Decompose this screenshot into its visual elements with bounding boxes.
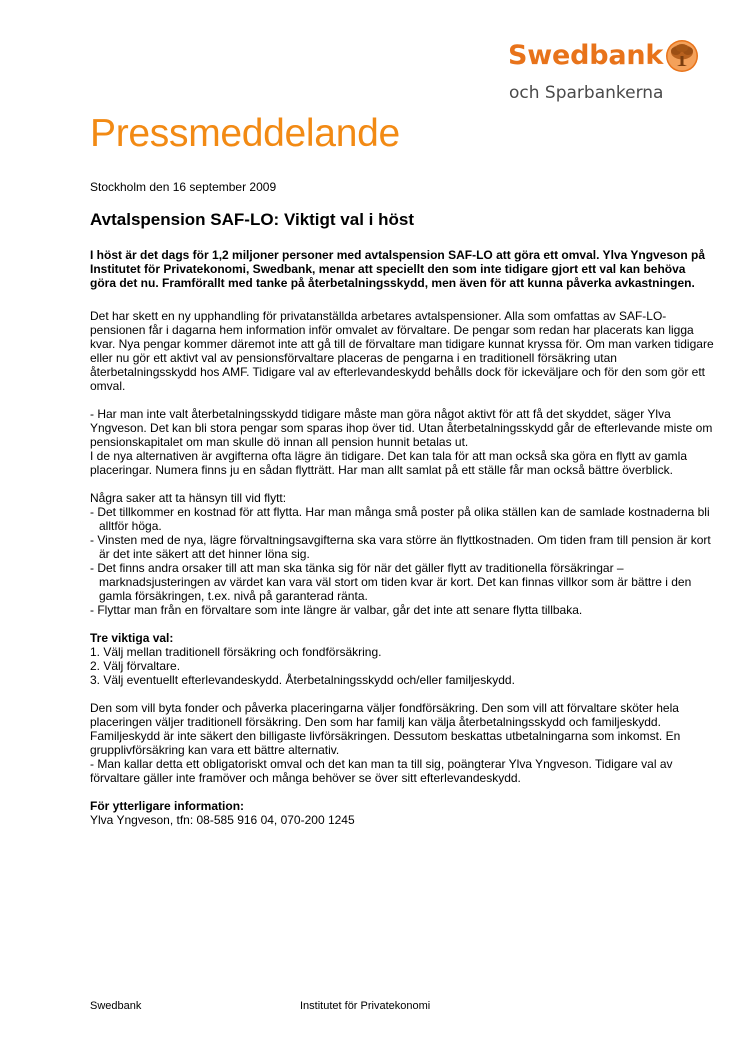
list-item: 1. Välj mellan traditionell försäkring och fondförsäkring. bbox=[90, 645, 382, 659]
page-title: Pressmeddelande bbox=[90, 112, 400, 155]
brand-name: Swedbank bbox=[508, 40, 664, 71]
brand-subline: och Sparbankerna bbox=[509, 83, 664, 103]
choices-heading: Tre viktiga val: bbox=[90, 631, 174, 645]
footer-left: Swedbank bbox=[90, 1000, 142, 1012]
oak-tree-icon bbox=[665, 39, 699, 73]
list-item: 3. Välj eventuellt efterlevandeskydd. Återbetalningsskydd och/eller familjeskydd. bbox=[90, 673, 515, 687]
swedbank-logo bbox=[508, 40, 718, 114]
list-item: - Det tillkommer en kostnad för att flytta. Har man många små poster på olika ställen kan de samlade kostnaderna bli alltför höga. bbox=[90, 505, 710, 533]
choices-section bbox=[90, 631, 714, 687]
paragraph-quote bbox=[90, 407, 714, 477]
footer-right: Institutet för Privatekonomi bbox=[300, 1000, 431, 1012]
paragraph-text: Den som vill byta fonder och påverka placeringarna väljer fondförsäkring. Den som vill att förvaltare sköter hela placeringen väljer traditionell försäkring. Den som har familj kan välja återbetalningsskydd och familjeskydd. Familjeskydd är inte säkert den billigaste livförsäkringen. Dessutom beskattas utbetalningarna som inkomst. En grupplivförsäkring kan vara ett bättre alternativ. bbox=[90, 701, 681, 757]
moving-list bbox=[90, 505, 714, 617]
list-item: - Vinsten med de nya, lägre förvaltningsavgifterna ska vara större än flyttkostnaden. Om tiden fram till pension är kort är det inte säkert att det hinner löna sig. bbox=[90, 533, 711, 561]
list-item: - Det finns andra orsaker till att man ska tänka sig för när det gäller flytt av traditionella försäkringar – marknadsjusteringen av värdet kan vara väl stort om tiden kvar är kort. Det kan finnas villkor som är bättre i den gamla försäkringen, t.ex. nivå på garanterad ränta. bbox=[90, 561, 692, 603]
contact-heading: För ytterligare information: bbox=[90, 799, 245, 813]
paragraph-text: - Har man inte valt återbetalningsskydd tidigare måste man göra något aktivt för att få det skyddet, säger Ylva Yngveson. Det kan bli stora pengar som sparas ihop över tid. Utan återbetalningsskydd går de efterlevande miste om pensionskapitalet om man skulle dö innan all pension hunnit betalas ut. bbox=[90, 407, 713, 449]
article-lead: I höst är det dags för 1,2 miljoner personer med avtalspension SAF-LO att göra ett omval. Ylva Yngveson på Institutet för Privatekonomi, Swedbank, menar att speciellt den som inte tidigare gjort ett val kan behöva göra det nu. Framförallt med tanke på återbetalningsskydd, men även för att kunna påverka avkastningen. bbox=[90, 248, 706, 290]
paragraph-procurement bbox=[90, 309, 714, 393]
moving-considerations bbox=[90, 491, 714, 617]
article-headline: Avtalspension SAF-LO: Viktigt val i höst bbox=[90, 210, 414, 229]
date-line: Stockholm den 16 september 2009 bbox=[90, 180, 277, 194]
paragraph-text: - Man kallar detta ett obligatoriskt omval och det kan man ta till sig, poängterar Ylva Yngveson. Tidigare val av förvaltare gäller inte framöver och många behöver se över sitt efterlevandeskydd. bbox=[90, 757, 673, 785]
moving-intro: Några saker att ta hänsyn till vid flytt: bbox=[90, 491, 287, 505]
paragraph-text: Det har skett en ny upphandling för privatanställda arbetares avtalspensioner. Alla som omfattas av SAF-LO-pensionen får i dagarna hem information inför omvalet av förvaltare. De pengar som redan har placerats kan ligga kvar. Nya pengar kommer däremot inte att gå till de förvaltare man tidigare kunnat kryssa för. Om man varken tidigare eller nu gör ett aktivt val av pensionsförvaltare placeras de pengarna i en traditionell försäkring utan återbetalningsskydd hos AMF. Tidigare val av efterlevandeskydd behålls dock för ickeväljare och för den som gör ett omval. bbox=[90, 309, 714, 393]
list-item: - Flyttar man från en förvaltare som inte längre är valbar, går det inte att senare flytta tillbaka. bbox=[90, 603, 583, 617]
article-body bbox=[90, 180, 714, 841]
contact-line: Ylva Yngveson, tfn: 08-585 916 04, 070-200 1245 bbox=[90, 813, 355, 827]
contact-section bbox=[90, 799, 714, 827]
paragraph-text: I de nya alternativen är avgifterna ofta lägre än tidigare. Det kan tala för att man också ska göra en flytt av gamla placeringar. Numera finns ju en sådan flytträtt. Har man allt samlat på ett ställe får man också bättre överblick. bbox=[90, 449, 687, 477]
list-item: 2. Välj förvaltare. bbox=[90, 659, 181, 673]
paragraph-advice bbox=[90, 701, 714, 785]
